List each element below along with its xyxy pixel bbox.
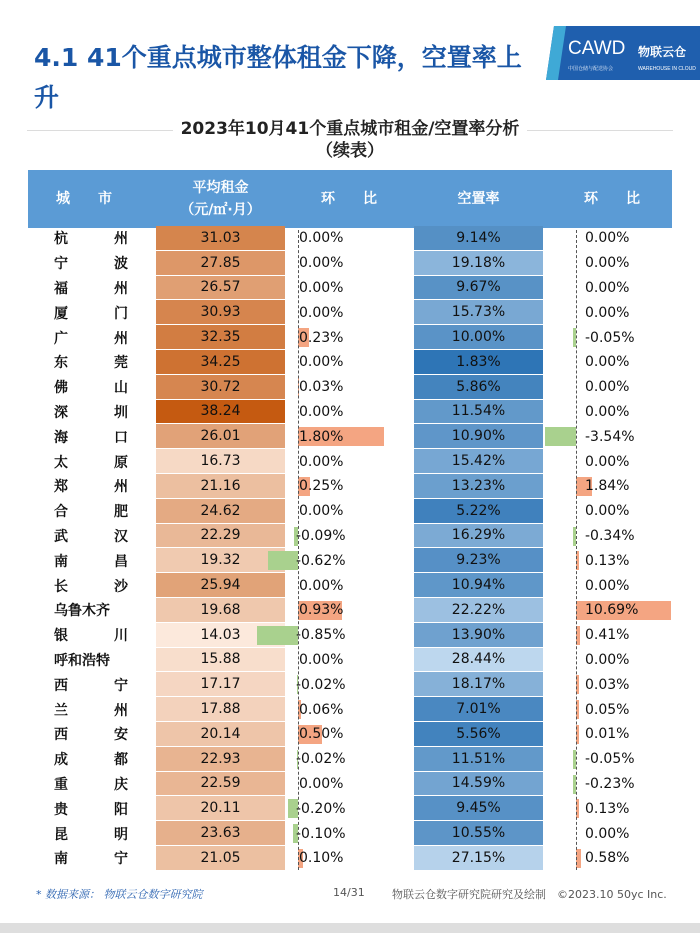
rent-cell: 22.29: [156, 524, 285, 549]
city-name: 长 沙: [54, 578, 128, 595]
rent-mom-value: 0.00%: [299, 304, 344, 321]
city-name: 东 莞: [54, 355, 128, 372]
rent-mom-value: 0.25%: [299, 478, 344, 495]
table-row: [0, 821, 700, 846]
table-row: [0, 251, 700, 276]
rent-mom-axis: [298, 230, 299, 870]
rent-cell: 31.03: [156, 226, 285, 251]
vacancy-mom-value: 10.69%: [585, 602, 639, 619]
col-rent-mom: 环 比: [321, 191, 377, 207]
city-name: 成 都: [54, 752, 128, 769]
cawd-logo: [546, 26, 700, 80]
vacancy-mom-value: 0.00%: [585, 379, 630, 396]
table-row: [0, 325, 700, 350]
rent-mom-value: -0.20%: [296, 800, 346, 817]
vacancy-mom-value: 0.00%: [585, 230, 630, 247]
rent-cell: 22.59: [156, 772, 285, 797]
rent-mom-value: -0.62%: [296, 552, 346, 569]
table-row: [0, 548, 700, 573]
vacancy-mom-value: 0.00%: [585, 651, 630, 668]
vacancy-cell: 5.56%: [414, 722, 543, 747]
vacancy-cell: 18.17%: [414, 672, 543, 697]
city-name: 昆 明: [54, 826, 128, 843]
vacancy-cell: 10.94%: [414, 573, 543, 598]
city-name: 广 州: [54, 330, 128, 347]
vacancy-cell: 9.67%: [414, 276, 543, 301]
table-row: [0, 772, 700, 797]
vacancy-mom-value: 0.13%: [585, 552, 630, 569]
city-name: 兰 州: [54, 702, 128, 719]
rent-mom-value: 0.00%: [299, 354, 344, 371]
table-row: [0, 598, 700, 623]
col-rent: [156, 170, 285, 228]
table-row: [0, 524, 700, 549]
vacancy-mom-value: 0.58%: [585, 850, 630, 867]
city-name: 杭 州: [54, 231, 128, 248]
rent-mom-value: 0.00%: [299, 403, 344, 420]
rent-mom-value: 1.80%: [299, 428, 344, 445]
vacancy-mom-value: -0.23%: [585, 775, 635, 792]
rent-mom-value: 0.00%: [299, 279, 344, 296]
chart-title-line2: （续表）: [308, 140, 392, 162]
vacancy-cell: 28.44%: [414, 648, 543, 673]
vacancy-cell: 10.55%: [414, 821, 543, 846]
rent-cell: 26.57: [156, 276, 285, 301]
rent-mom-bar: [268, 551, 298, 570]
table-row: [0, 449, 700, 474]
table-row: [0, 846, 700, 871]
rent-mom-value: -0.10%: [296, 825, 346, 842]
table-row: [0, 424, 700, 449]
rent-cell: 17.17: [156, 672, 285, 697]
vacancy-cell: 9.45%: [414, 796, 543, 821]
vacancy-mom-value: -0.05%: [585, 329, 635, 346]
vacancy-mom-value: 0.00%: [585, 825, 630, 842]
rent-cell: 38.24: [156, 400, 285, 425]
page-number: 14/31: [333, 886, 365, 899]
table-row: [0, 276, 700, 301]
table-row: [0, 623, 700, 648]
chart-title: [0, 118, 700, 162]
rent-mom-value: 0.23%: [299, 329, 344, 346]
rent-mom-value: -0.02%: [296, 751, 346, 768]
rent-mom-value: 0.50%: [299, 726, 344, 743]
table-row: [0, 747, 700, 772]
rent-cell: 22.93: [156, 747, 285, 772]
rent-cell: 19.32: [156, 548, 285, 573]
table-row: [0, 796, 700, 821]
vacancy-cell: 15.73%: [414, 300, 543, 325]
logo-subtext: 中国仓储与配送协会: [568, 66, 614, 72]
rent-mom-value: -0.85%: [296, 627, 346, 644]
vacancy-cell: 11.54%: [414, 400, 543, 425]
vacancy-mom-value: 1.84%: [585, 478, 630, 495]
vacancy-mom-value: 0.05%: [585, 701, 630, 718]
rent-cell: 21.16: [156, 474, 285, 499]
rent-cell: 23.63: [156, 821, 285, 846]
city-name: 佛 山: [54, 380, 128, 397]
city-name: 南 宁: [54, 851, 128, 868]
vacancy-mom-bar: [545, 427, 576, 446]
vacancy-cell: 5.22%: [414, 499, 543, 524]
vacancy-mom-value: 0.00%: [585, 503, 630, 520]
page-title: 4.1 41个重点城市整体租金下降，空置率上升: [34, 43, 522, 112]
rent-cell: 20.11: [156, 796, 285, 821]
rent-mom-bar: [257, 626, 298, 645]
city-name: 南 昌: [54, 553, 128, 570]
rent-mom-value: -0.02%: [296, 676, 346, 693]
vacancy-cell: 5.86%: [414, 375, 543, 400]
rent-mom-value: 0.10%: [299, 850, 344, 867]
table-row: [0, 474, 700, 499]
table-row: [0, 648, 700, 673]
col-city: 城 市: [56, 191, 112, 207]
table-row: [0, 573, 700, 598]
city-name: 郑 州: [54, 479, 128, 496]
city-name: 武 汉: [54, 528, 128, 545]
vacancy-mom-value: 0.00%: [585, 453, 630, 470]
rent-mom-value: 0.03%: [299, 379, 344, 396]
rent-cell: 32.35: [156, 325, 285, 350]
rent-cell: 27.85: [156, 251, 285, 276]
vacancy-cell: 16.29%: [414, 524, 543, 549]
city-name: 太 原: [54, 454, 128, 471]
rent-cell: 15.88: [156, 648, 285, 673]
rent-cell: 30.93: [156, 300, 285, 325]
rent-mom-value: 0.00%: [299, 775, 344, 792]
vacancy-mom-value: 0.00%: [585, 403, 630, 420]
vacancy-mom-value: -0.34%: [585, 527, 635, 544]
table-row: [0, 722, 700, 747]
data-source: * 数据来源： 物联云仓数字研究院: [36, 888, 203, 901]
city-name: 西 安: [54, 727, 128, 744]
rent-mom-value: 0.00%: [299, 577, 344, 594]
vacancy-mom-value: 0.00%: [585, 304, 630, 321]
rent-cell: 20.14: [156, 722, 285, 747]
city-name: 深 圳: [54, 404, 128, 421]
city-name: 乌鲁木齐: [54, 603, 110, 620]
city-name: 西 宁: [54, 677, 128, 694]
rent-cell: 16.73: [156, 449, 285, 474]
rent-cell: 25.94: [156, 573, 285, 598]
rent-cell: 30.72: [156, 375, 285, 400]
col-rent-label: 平均租金: [192, 180, 249, 196]
vacancy-mom-axis: [576, 230, 577, 870]
logo-brand-sub: WAREHOUSE IN CLOUD: [638, 66, 696, 72]
vacancy-cell: 19.18%: [414, 251, 543, 276]
vacancy-cell: 13.23%: [414, 474, 543, 499]
logo-brand: 物联云仓: [638, 45, 687, 59]
table-row: [0, 697, 700, 722]
city-name: 呼和浩特: [54, 652, 110, 669]
bottom-band: [0, 923, 700, 933]
vacancy-cell: 27.15%: [414, 846, 543, 871]
vacancy-mom-value: 0.13%: [585, 800, 630, 817]
vacancy-mom-value: -3.54%: [585, 428, 635, 445]
vacancy-cell: 10.00%: [414, 325, 543, 350]
city-name: 银 川: [54, 628, 128, 645]
vacancy-cell: 9.14%: [414, 226, 543, 251]
city-name: 福 州: [54, 280, 128, 297]
city-name: 合 肥: [54, 504, 128, 521]
col-rent-unit: （元/㎡·月）: [180, 202, 261, 218]
rent-cell: 34.25: [156, 350, 285, 375]
table-row: [0, 300, 700, 325]
vacancy-cell: 9.23%: [414, 548, 543, 573]
vacancy-mom-value: 0.00%: [585, 354, 630, 371]
rent-mom-value: 0.00%: [299, 453, 344, 470]
table-row: [0, 499, 700, 524]
vacancy-mom-value: -0.05%: [585, 751, 635, 768]
rent-mom-value: 0.00%: [299, 255, 344, 272]
rent-cell: 26.01: [156, 424, 285, 449]
col-vacancy-mom: 环 比: [584, 191, 640, 207]
vacancy-cell: 13.90%: [414, 623, 543, 648]
table-row: [0, 375, 700, 400]
rent-mom-value: -0.09%: [296, 527, 346, 544]
rent-mom-value: 0.06%: [299, 701, 344, 718]
city-name: 重 庆: [54, 776, 128, 793]
city-name: 宁 波: [54, 256, 128, 273]
city-name: 海 口: [54, 429, 128, 446]
table-row: [0, 226, 700, 251]
vacancy-cell: 7.01%: [414, 697, 543, 722]
rent-mom-value: 0.00%: [299, 503, 344, 520]
rent-mom-value: 0.00%: [299, 651, 344, 668]
rent-cell: 17.88: [156, 697, 285, 722]
table-header: [28, 170, 672, 228]
rent-cell: 21.05: [156, 846, 285, 871]
vacancy-cell: 10.90%: [414, 424, 543, 449]
rent-cell: 24.62: [156, 499, 285, 524]
vacancy-cell: 14.59%: [414, 772, 543, 797]
vacancy-mom-value: 0.03%: [585, 676, 630, 693]
rent-cell: 14.03: [156, 623, 285, 648]
vacancy-cell: 22.22%: [414, 598, 543, 623]
table-row: [0, 672, 700, 697]
vacancy-mom-value: 0.01%: [585, 726, 630, 743]
footer-credit: 物联云仓数字研究院研究及绘制 ©2023.10 50yc Inc.: [392, 888, 667, 901]
city-name: 厦 门: [54, 305, 128, 322]
chart-title-line1: 2023年10月41个重点城市租金/空置率分析: [173, 118, 528, 140]
vacancy-cell: 11.51%: [414, 747, 543, 772]
vacancy-cell: 15.42%: [414, 449, 543, 474]
rent-cell: 19.68: [156, 598, 285, 623]
vacancy-mom-value: 0.41%: [585, 627, 630, 644]
vacancy-mom-value: 0.00%: [585, 255, 630, 272]
col-vacancy: 空置率: [457, 191, 500, 207]
logo-text: CAWD: [568, 38, 626, 59]
table-row: [0, 350, 700, 375]
vacancy-mom-value: 0.00%: [585, 279, 630, 296]
city-name: 贵 阳: [54, 801, 128, 818]
vacancy-cell: 1.83%: [414, 350, 543, 375]
table-row: [0, 400, 700, 425]
rent-mom-value: 0.93%: [299, 602, 344, 619]
rent-mom-value: 0.00%: [299, 230, 344, 247]
vacancy-mom-value: 0.00%: [585, 577, 630, 594]
